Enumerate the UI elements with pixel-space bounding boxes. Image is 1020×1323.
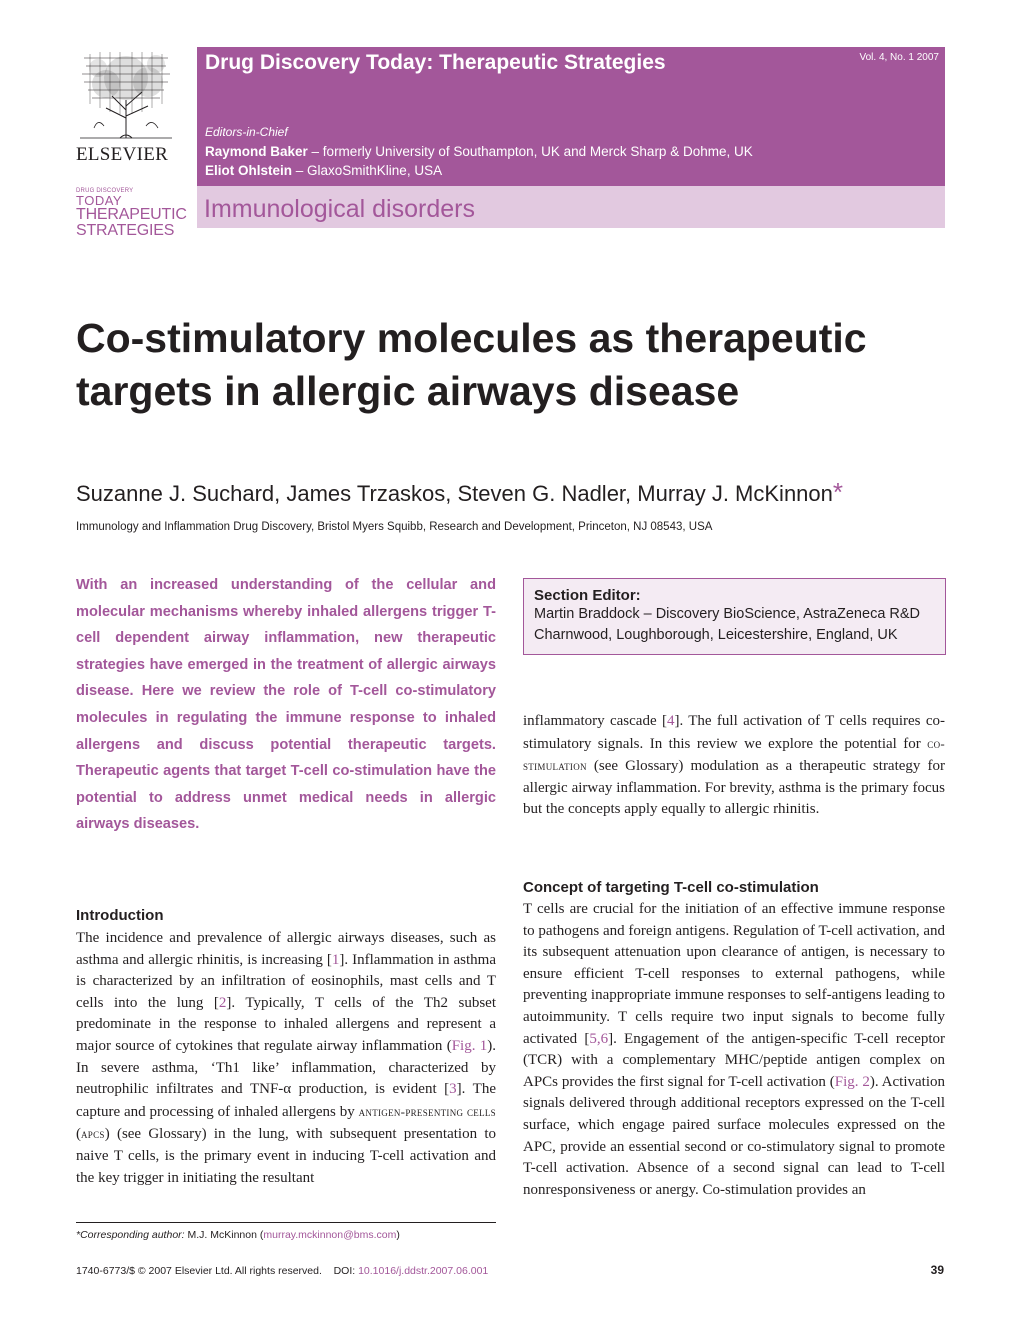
text-run: inflammatory cascade [ [523, 713, 667, 729]
editor-name: Eliot Ohlstein [205, 163, 293, 178]
abstract: With an increased understanding of the cellular and molecular mechanisms whereby inhaled allergens trigger T-cell dependent airway inflammation, new therapeutic strategies have emerged in the treatment of allergic airways disease. Here we review the role of T-cell co-stimulatory molecules in regulating the immune response to inhaled allergens and discuss potential therapeutic targets. Therapeutic agents that target T-cell co-stimulation have the potential to address unmet medical needs in allergic airways diseases. [76, 577, 496, 833]
footnote-label: *Corresponding author: [76, 1229, 185, 1241]
journal-small-logo [76, 188, 187, 239]
figure-link[interactable]: Fig. 1 [451, 1037, 488, 1054]
footer-info [76, 1265, 488, 1277]
doi-link[interactable]: 10.1016/j.ddstr.2007.06.001 [358, 1265, 489, 1277]
elsevier-tree-icon [76, 48, 176, 140]
affiliation: Immunology and Inflammation Drug Discovery, Bristol Myers Squibb, Research and Development, Princeton, NJ 08543, USA [76, 521, 713, 533]
page-number: 39 [930, 1263, 944, 1277]
glossary-term: antigen-presenting cells [358, 1103, 496, 1119]
section-editor-box [523, 578, 946, 655]
glossary-term: co-stimulation [523, 735, 945, 774]
text-run: ). Activation signals delivered through additional receptors expressed on the T-cell surface, which engage paired surface molecules expressed on the APC, provide an essential second or co-stimulatory signal to promote T-cell activation. Absence of a second signal can lead to T-cell nonresponsiveness or anergy. Co-stimulation provides an [523, 1073, 945, 1198]
section-editor-text: Martin Braddock – Discovery BioScience, AstraZeneca R&D Charnwood, Loughborough, Leicestershire, England, UK [534, 606, 921, 643]
concept-heading: Concept of targeting T-cell co-stimulation [523, 879, 819, 896]
citation-link[interactable]: 3 [449, 1081, 457, 1098]
editors-label: Editors-in-Chief [205, 125, 288, 139]
publisher-name: ELSEVIER [76, 144, 169, 165]
editors-block [205, 123, 753, 180]
text-run: ). In severe asthma, ‘Th1 like’ inflammation, characterized by neutrophilic infiltrates and TNF-α production, is evident [ [76, 1037, 496, 1098]
text-run: ]. The full activation of T cells requires co-stimulatory signals. In this review we explore the potential for [523, 713, 946, 752]
small-logo-line1: THERAPEUTIC [76, 206, 187, 223]
editor-entry [205, 142, 753, 161]
text-run: ]. Typically, T cells of the Th2 subset predominate in the response to inhaled allergens and represent a major source of cytokines that regulate airway inflammation ( [76, 994, 496, 1054]
email-link[interactable]: murray.mckinnon@bms.com [263, 1229, 397, 1241]
section-editor-label: Section Editor: [534, 587, 641, 604]
citation-link[interactable]: 4 [666, 713, 675, 729]
publisher-logo-column [76, 48, 187, 239]
corresponding-footnote [76, 1229, 400, 1241]
editor-affiliation: – GlaxoSmithKline, USA [292, 163, 443, 178]
small-logo-tiny: DRUG DISCOVERY [76, 188, 134, 194]
subject-label: Immunological disorders [204, 195, 475, 223]
author-list [76, 477, 844, 512]
editor-affiliation: – formerly University of Southampton, UK and Merck Sharp & Dohme, UK [307, 144, 753, 159]
concept-paragraph [523, 899, 945, 1201]
issn-copyright: 1740-6773/$ © 2007 Elsevier Ltd. All rights reserved. [76, 1265, 322, 1277]
text-run: The incidence and prevalence of allergic airways diseases, such as asthma and allergic rhinitis, is increasing [ [76, 930, 496, 968]
authors-text: Suzanne J. Suchard, James Trzaskos, Steven G. Nadler, Murray J. McKinnon [76, 481, 833, 506]
text-run: ) (see Glossary) in the lung, with subsequent presentation to naive T cells, is the primary event in inducing T-cell activation and the key trigger in initiating the resultant [76, 1126, 496, 1186]
citation-link[interactable]: 1 [331, 951, 340, 968]
figure-link[interactable]: Fig. 2 [834, 1073, 870, 1090]
subject-bar [197, 186, 945, 228]
text-run: ( [76, 1126, 81, 1143]
introduction-continued [523, 711, 945, 821]
small-logo-line2: STRATEGIES [76, 222, 175, 239]
text-run: ]. The capture and processing of inhaled allergens by [76, 1081, 496, 1120]
introduction-paragraph [76, 928, 496, 1189]
volume-info: Vol. 4, No. 1 2007 [859, 52, 939, 63]
text-run: T cells are crucial for the initiation of an effective immune response to pathogens and foreign antigens. Regulation of T-cell activation, and its subsequent attenuation upon clearance of antigen, is necessary to ensure efficient T-cell responses to external pathogens, while preventing inappropriate immune responses to self-antigens leading to autoimmunity. T cells require two input signals to become fully activated [ [523, 901, 945, 1047]
footnote-text: M.J. McKinnon ( [184, 1229, 264, 1241]
journal-title: Drug Discovery Today: Therapeutic Strategies [205, 51, 666, 74]
text-run: ]. Inflammation in asthma is characterized by an infiltration of eosinophils, mast cells and T cells into the lung [ [76, 951, 496, 1011]
small-logo-today: TODAY [76, 193, 123, 208]
text-run: ]. Engagement of the antigen-specific T-cell receptor (TCR) with a complementary MHC/peptide antigen complex on APCs provides the first signal for T-cell activation ( [523, 1030, 945, 1090]
introduction-heading: Introduction [76, 907, 164, 924]
journal-banner [197, 47, 945, 186]
article-title: Co-stimulatory molecules as therapeutic targets in allergic airways disease [76, 315, 867, 414]
text-run: (see Glossary) modulation as a therapeutic strategy for allergic airway inflammation. For brevity, asthma is the primary focus but the concepts apply equally to allergic rhinitis. [523, 758, 945, 818]
editor-entry [205, 161, 753, 180]
citation-link[interactable]: 2 [218, 994, 227, 1011]
corresponding-author-mark[interactable]: * [832, 477, 844, 507]
footnote-divider [76, 1222, 496, 1223]
footnote-close: ) [396, 1229, 400, 1241]
doi-label: DOI: [333, 1265, 359, 1277]
citation-link[interactable]: 5,6 [589, 1030, 609, 1047]
glossary-term: apcs [81, 1126, 105, 1142]
editor-name: Raymond Baker [205, 144, 308, 159]
